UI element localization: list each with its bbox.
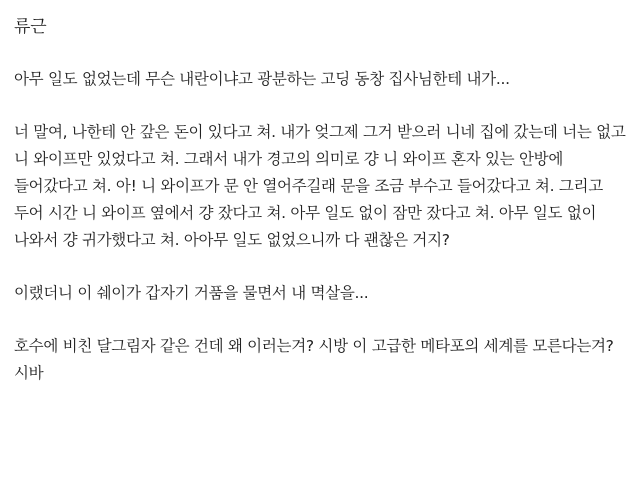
paragraph-2: 너 말여, 나한테 안 갚은 돈이 있다고 쳐. 내가 엊그제 그거 받으러 니네 집에 갔는데 너는 없고 니 와이프만 있었다고 쳐. 그래서 내가 경고의 의미로 걍 니 와이프 혼자 있는 안방에 들어갔다고 쳐. 아! 니 와이프가 문 안 열어주길래 문을 조금 부수고 들어갔다고 쳐. 그리고 두어 시간 니 와이프 옆에서 걍 잤다고 쳐. 아무 일도 없이 잠만 잤다고 쳐. 아무 일도 없이 나와서 걍 귀가했다고 쳐. 아아무 일도 없었으니까 다 괜찮은 거지? (14, 123, 626, 249)
page-title: 류근 (14, 17, 47, 37)
paragraph-3: 이랬더니 이 쉐이가 갑자기 거품을 물면서 내 멱살을... (14, 284, 369, 302)
paragraph-1: 아무 일도 없었는데 무슨 내란이냐고 광분하는 고딩 동창 집사님한테 내가... (14, 70, 510, 88)
paragraph-4: 호수에 비친 달그림자 같은 건데 왜 이러는겨? 시방 이 고급한 메타포의 세계를 모른다는겨? 시바 (14, 337, 614, 382)
